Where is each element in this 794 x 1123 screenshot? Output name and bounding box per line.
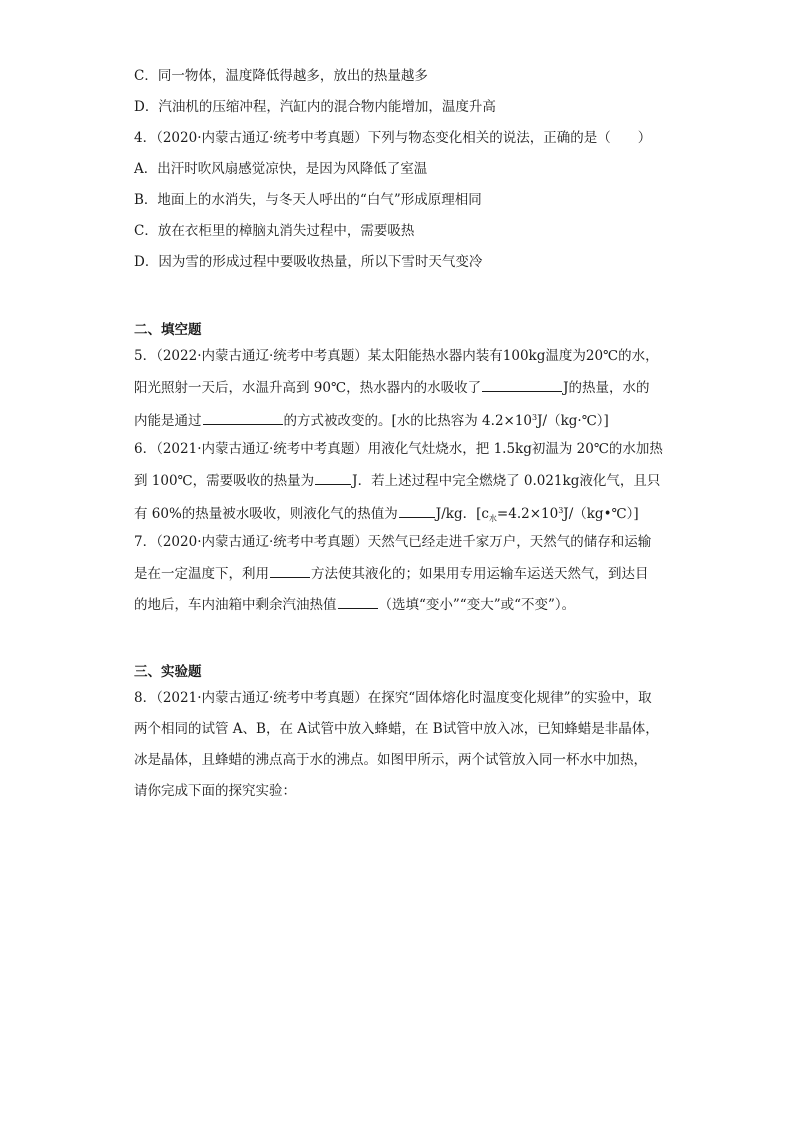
section-heading-experiment: 三、实验题 [134,664,202,680]
q7-text: （选填“变小”“变大”或“不变”）。 [378,597,576,613]
q6-blank-heat-value[interactable] [399,503,435,518]
q7-text: 的地后，车内油箱中剩余汽油热值 [134,597,337,613]
q4-option-a: A．出汗时吹风扇感觉凉快，是因为风降低了室温 [134,161,428,177]
q3-option-d: D．汽油机的压缩冲程，汽缸内的混合物内能增加，温度升高 [134,99,496,115]
q4-option-b: B．地面上的水消失，与冬天人呼出的“白气”形成原理相同 [134,192,482,208]
q6-text: J．若上述过程中完全燃烧了 0.021kg液化气，且只 [352,473,661,489]
q7-text: 方法使其液化的；如果用专用运输车运送天然气，到达目 [311,566,649,582]
q6-text: J/（kg•℃）] [563,506,639,522]
q6-text: =4.2×10 [496,506,559,522]
q4-option-c: C．放在衣柜里的樟脑丸消失过程中，需要吸热 [134,223,415,239]
q5-text: 内能是通过 [134,413,202,429]
q7-blank-heat-value[interactable] [338,594,378,609]
q5-blank-method[interactable] [203,410,283,425]
q8-line-1: 8．（2021·内蒙古通辽·统考中考真题）在探究“固体熔化时温度变化规律”的实验中，取 [134,690,652,706]
q5-line-1: 5．（2022·内蒙古通辽·统考中考真题）某太阳能热水器内装有100kg温度为20℃的水， [134,348,659,364]
q5-text: J/（kg·℃）] [537,413,609,429]
q6-line-2 [134,470,660,491]
q6-blank-heat[interactable] [315,470,351,485]
q5-text: 的方式被改变的。[水的比热容为 4.2×10 [283,413,533,429]
q4-option-d: D．因为雪的形成过程中要吸收热量，所以下雪时天气变冷 [134,254,483,270]
q4-stem: 4．（2020·内蒙古通辽·统考中考真题）下列与物态变化相关的说法，正确的是（ ） [134,130,652,146]
q6-text: 到 100℃，需要吸收的热量为 [134,473,315,489]
q6-subscript: 水 [488,514,497,523]
q7-blank-method[interactable] [270,563,310,578]
q6-text: J/kg．[c [435,506,489,522]
q5-line-2 [134,377,650,398]
q8-line-2: 两个相同的试管 A、B，在 A试管中放入蜂蜡，在 B试管中放入冰，已知蜂蜡是非晶体， [134,721,659,737]
section-heading-fill-in: 二、填空题 [134,322,202,338]
q3-option-c: C．同一物体，温度降低得越多，放出的热量越多 [134,68,428,84]
q5-blank-heat[interactable] [482,377,562,392]
q5-text: 阳光照射一天后，水温升高到 90℃，热水器内的水吸收了 [134,380,482,396]
q5-text: J的热量，水的 [563,380,650,396]
q5-line-3 [134,408,609,431]
q7-text: 是在一定温度下，利用 [134,566,269,582]
q7-line-1: 7．（2020·内蒙古通辽·统考中考真题）天然气已经走进千家万户，天然气的储存和运输 [134,534,652,550]
q6-line-3 [134,501,639,529]
q5-exponent: 3 [532,413,538,422]
q6-exponent: 3 [558,506,564,515]
q6-line-1: 6．（2021·内蒙古通辽·统考中考真题）用液化气灶烧水，把 1.5kg初温为 20℃的水加热 [134,441,663,457]
q8-line-3: 冰是晶体，且蜂蜡的沸点高于水的沸点。如图甲所示，两个试管放入同一杯水中加热， [134,752,647,768]
q6-text: 有 60%的热量被水吸收，则液化气的热值为 [134,506,398,522]
q7-line-3 [134,594,575,615]
q7-line-2 [134,563,649,584]
q8-line-4: 请你完成下面的探究实验： [134,783,296,799]
